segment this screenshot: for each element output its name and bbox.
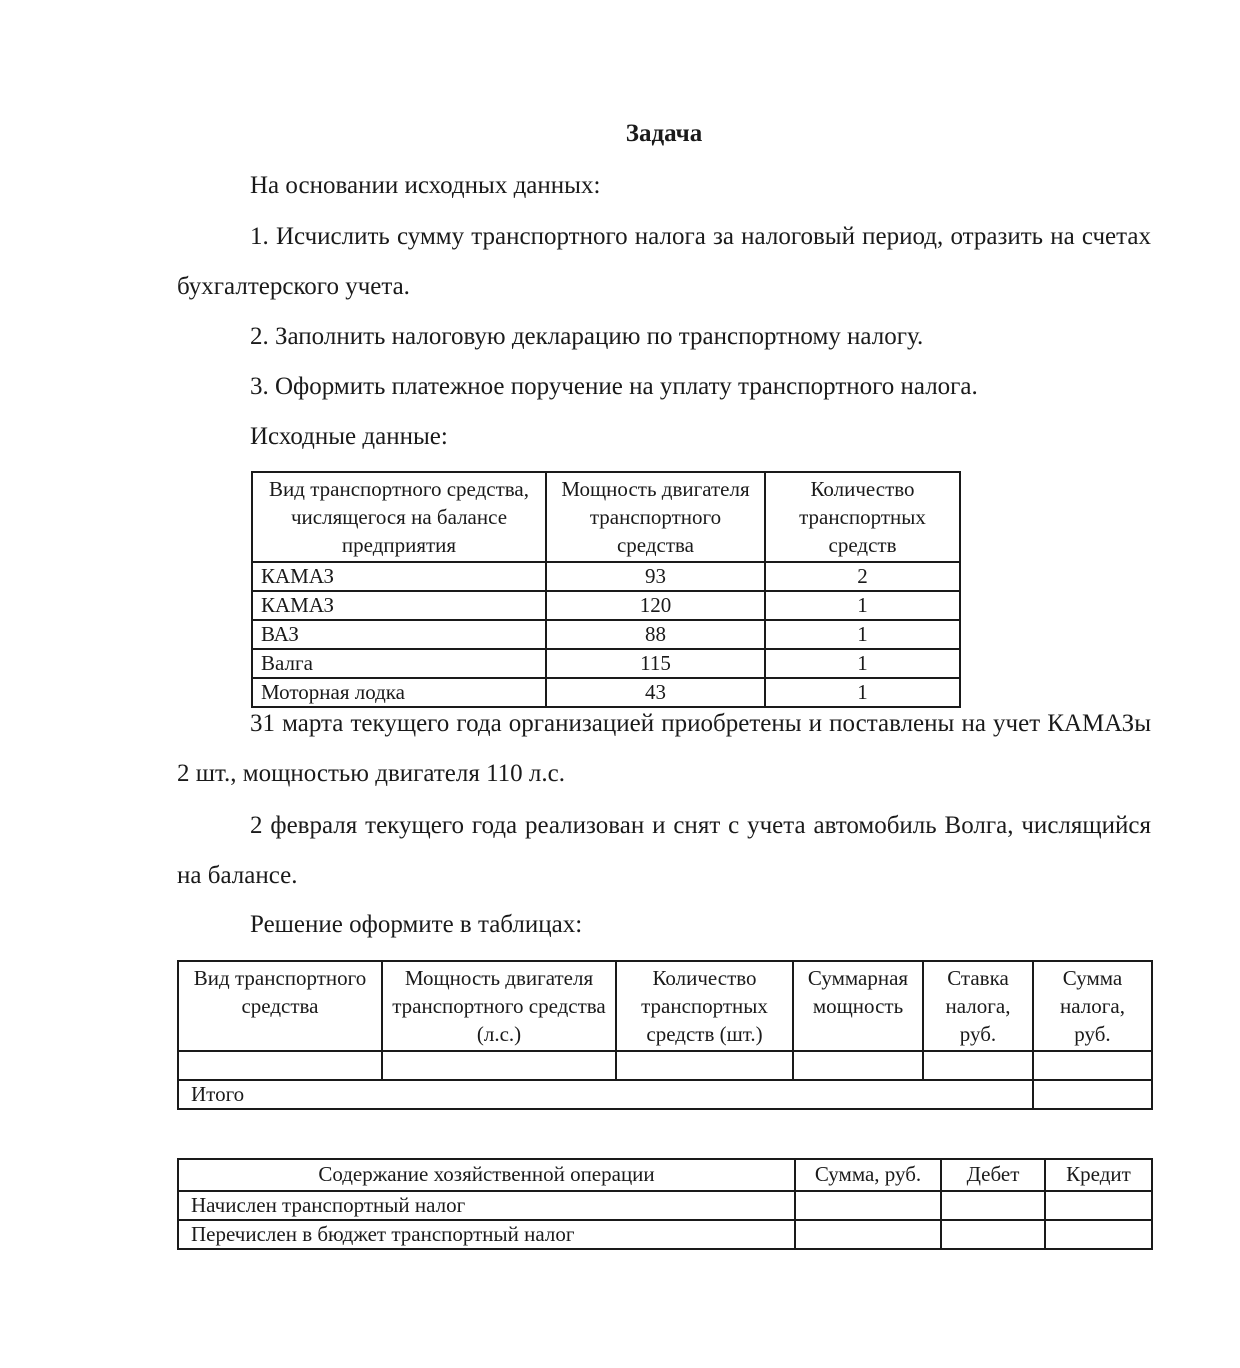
- engine-power-cell: 115: [546, 649, 765, 678]
- table-row: [252, 591, 960, 620]
- empty-cell: [178, 1051, 382, 1080]
- task-1-paragraph: 1. Исчислить сумму транспортного налога за налоговый период, отразить на счетах бухгалтерского учета.: [177, 223, 1151, 300]
- empty-cell: [1045, 1220, 1152, 1249]
- column-header: Сумма, руб.: [795, 1159, 941, 1191]
- column-header: Мощность двигателя транспортного средства (л.с.): [382, 961, 616, 1051]
- table-row: [252, 649, 960, 678]
- source-data-label: Исходные данные:: [250, 423, 448, 450]
- table-header-row: [178, 961, 1152, 1051]
- table-header-row: [178, 1159, 1152, 1191]
- table-row: [178, 1191, 1152, 1220]
- tax-calculation-table: [177, 960, 1153, 1110]
- table-row: [252, 562, 960, 591]
- table-row: [178, 1051, 1152, 1080]
- vehicle-type-cell: КАМАЗ: [252, 562, 546, 591]
- document-title: Задача: [625, 120, 703, 147]
- total-label-cell: Итого: [178, 1080, 1033, 1109]
- empty-cell: [1045, 1191, 1152, 1220]
- accounting-entries-table: [177, 1158, 1153, 1250]
- task-2-paragraph: 2. Заполнить налоговую декларацию по транспортному налогу.: [250, 323, 924, 350]
- operation-cell: Перечислен в бюджет транспортный налог: [178, 1220, 795, 1249]
- engine-power-cell: 93: [546, 562, 765, 591]
- column-header: Мощность двигателя транспортного средства: [546, 472, 765, 562]
- column-header: Дебет: [941, 1159, 1045, 1191]
- column-header: Вид транспортного средства, числящегося на балансе предприятия: [252, 472, 546, 562]
- engine-power-cell: 88: [546, 620, 765, 649]
- column-header: Количество транспортных средств: [765, 472, 960, 562]
- vehicle-count-cell: 1: [765, 591, 960, 620]
- empty-cell: [793, 1051, 923, 1080]
- empty-cell: [616, 1051, 793, 1080]
- empty-cell: [1033, 1051, 1152, 1080]
- column-header: Сумма налога, руб.: [1033, 961, 1152, 1051]
- total-value-cell: [1033, 1080, 1152, 1109]
- vehicle-count-cell: 1: [765, 678, 960, 707]
- engine-power-cell: 43: [546, 678, 765, 707]
- empty-cell: [382, 1051, 616, 1080]
- task-3-paragraph: 3. Оформить платежное поручение на уплату транспортного налога.: [250, 373, 978, 400]
- source-data-table: [251, 471, 961, 708]
- empty-cell: [941, 1220, 1045, 1249]
- vehicle-count-cell: 1: [765, 620, 960, 649]
- empty-cell: [941, 1191, 1045, 1220]
- column-header: Кредит: [1045, 1159, 1152, 1191]
- empty-cell: [795, 1220, 941, 1249]
- vehicle-type-cell: КАМАЗ: [252, 591, 546, 620]
- table-row: [252, 620, 960, 649]
- event-1-paragraph: 31 марта текущего года организацией приобретены и поставлены на учет КАМАЗы 2 шт., мощностью двигателя 110 л.с.: [177, 710, 1151, 787]
- vehicle-type-cell: ВАЗ: [252, 620, 546, 649]
- vehicle-count-cell: 2: [765, 562, 960, 591]
- column-header: Количество транспортных средств (шт.): [616, 961, 793, 1051]
- empty-cell: [923, 1051, 1033, 1080]
- engine-power-cell: 120: [546, 591, 765, 620]
- vehicle-count-cell: 1: [765, 649, 960, 678]
- column-header: Суммарная мощность: [793, 961, 923, 1051]
- operation-cell: Начислен транспортный налог: [178, 1191, 795, 1220]
- table-row: [178, 1220, 1152, 1249]
- column-header: Вид транспортного средства: [178, 961, 382, 1051]
- column-header: Ставка налога, руб.: [923, 961, 1033, 1051]
- solution-label: Решение оформите в таблицах:: [250, 911, 583, 938]
- intro-paragraph: На основании исходных данных:: [250, 172, 601, 199]
- vehicle-type-cell: Валга: [252, 649, 546, 678]
- event-2-paragraph: 2 февраля текущего года реализован и снят с учета автомобиль Волга, числящийся на балансе.: [177, 812, 1151, 889]
- vehicle-type-cell: Моторная лодка: [252, 678, 546, 707]
- total-row: [178, 1080, 1152, 1109]
- empty-cell: [795, 1191, 941, 1220]
- table-header-row: [252, 472, 960, 562]
- column-header: Содержание хозяйственной операции: [178, 1159, 795, 1191]
